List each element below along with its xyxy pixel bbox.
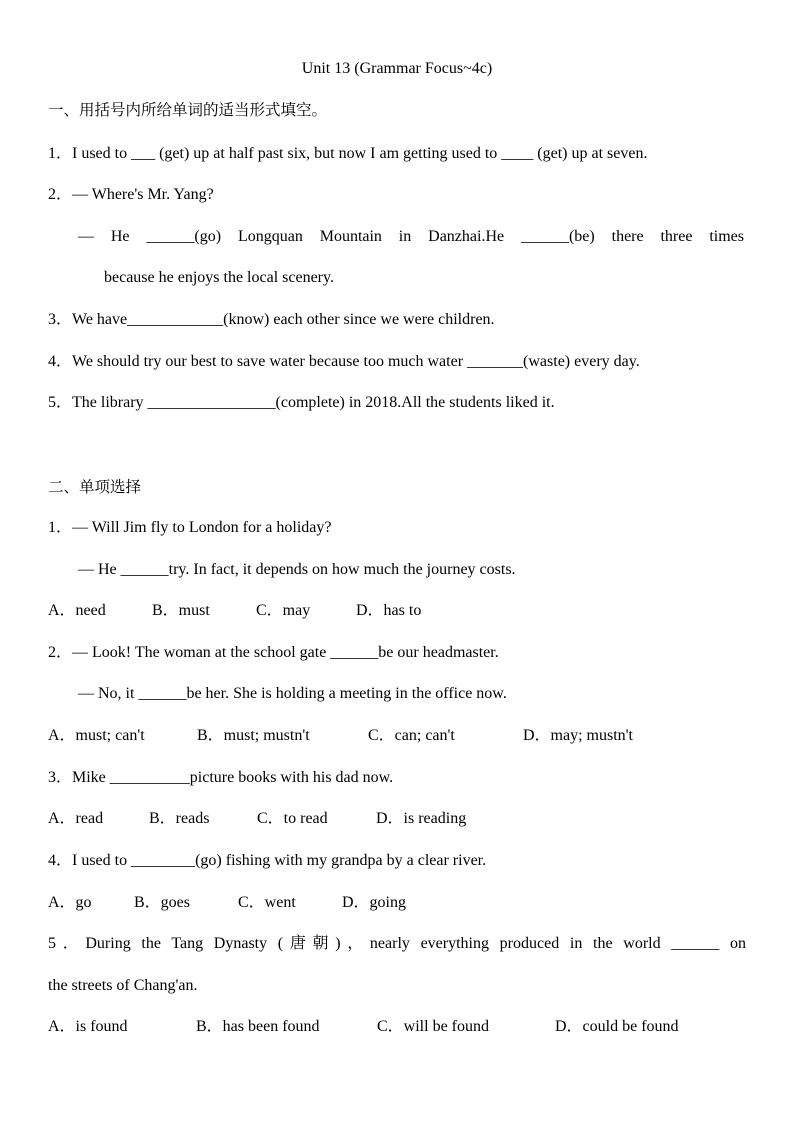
choice-question-5: 5．During the Tang Dynasty (唐朝)，nearly everything produced in the world ______ on bbox=[48, 935, 746, 952]
option-4c: C．went bbox=[238, 894, 296, 911]
choice-question-4: 4．I used to ________(go) fishing with my grandpa by a clear river. bbox=[48, 852, 487, 869]
option-3b: B．reads bbox=[149, 810, 210, 827]
choice-question-5-cont: the streets of Chang'an. bbox=[48, 977, 198, 994]
option-2d: D．may; mustn't bbox=[523, 727, 633, 744]
section-1-heading: 一、用括号内所给单词的适当形式填空。 bbox=[48, 101, 328, 119]
choice-question-1-reply: — He ______try. In fact, it depends on how much the journey costs. bbox=[78, 561, 516, 578]
option-5a: A．is found bbox=[48, 1018, 128, 1035]
page-title: Unit 13 (Grammar Focus~4c) bbox=[301, 60, 493, 77]
option-3a: A．read bbox=[48, 810, 104, 827]
option-5d: D．could be found bbox=[555, 1018, 679, 1035]
option-2c: C．can; can't bbox=[368, 727, 455, 744]
choice-question-1: 1．— Will Jim fly to London for a holiday? bbox=[48, 519, 332, 536]
option-2b: B．must; mustn't bbox=[197, 727, 310, 744]
fill-question-2-reply-cont: because he enjoys the local scenery. bbox=[104, 269, 334, 286]
section-2-heading: 二、单项选择 bbox=[48, 478, 142, 496]
option-2a: A．must; can't bbox=[48, 727, 145, 744]
option-1b: B．must bbox=[152, 602, 210, 619]
fill-question-3: 3．We have____________(know) each other since we were children. bbox=[48, 311, 495, 328]
fill-question-5: 5．The library ________________(complete) in 2018.All the students liked it. bbox=[48, 394, 555, 411]
fill-question-4: 4．We should try our best to save water because too much water _______(waste) every day. bbox=[48, 353, 640, 370]
option-4d: D．going bbox=[342, 894, 407, 911]
fill-question-2-reply: — He ______(go) Longquan Mountain in Danzhai.He ______(be) there three times bbox=[78, 228, 744, 245]
option-5b: B．has been found bbox=[196, 1018, 320, 1035]
fill-question-2: 2．— Where's Mr. Yang? bbox=[48, 186, 214, 203]
fill-question-1: 1．I used to ___ (get) up at half past six, but now I am getting used to ____ (get) up at seven. bbox=[48, 145, 648, 162]
choice-question-2: 2．— Look! The woman at the school gate ______be our headmaster. bbox=[48, 644, 499, 661]
option-3c: C．to read bbox=[257, 810, 328, 827]
option-3d: D．is reading bbox=[376, 810, 467, 827]
option-1d: D．has to bbox=[356, 602, 422, 619]
choice-question-3: 3．Mike __________picture books with his dad now. bbox=[48, 769, 394, 786]
option-1c: C．may bbox=[256, 602, 311, 619]
choice-question-2-reply: — No, it ______be her. She is holding a meeting in the office now. bbox=[78, 685, 507, 702]
option-4b: B．goes bbox=[134, 894, 191, 911]
option-1a: A．need bbox=[48, 602, 106, 619]
option-4a: A．go bbox=[48, 894, 92, 911]
option-5c: C．will be found bbox=[377, 1018, 489, 1035]
